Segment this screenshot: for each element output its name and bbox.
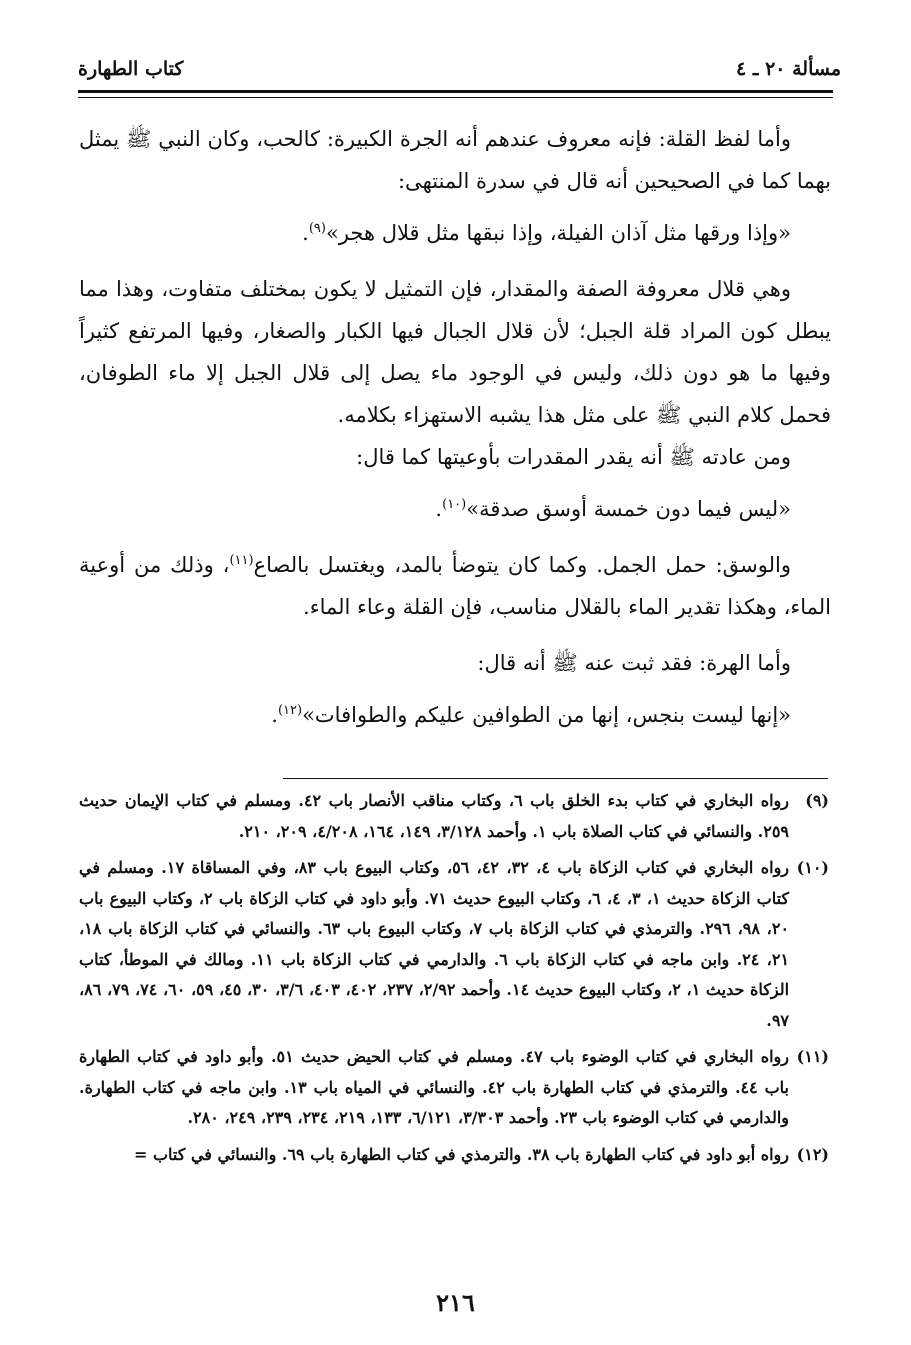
footnote-number: (١٠)	[796, 858, 829, 877]
footnote-9	[79, 786, 829, 847]
paragraph-4-part-a: والوسق: حمل الجمل. وكما كان يتوضأ بالمد، ويغتسل بالصاع	[253, 553, 791, 577]
footnote-ref-9: (٩)	[308, 221, 326, 236]
footnote-number: (٩)	[805, 791, 829, 810]
running-title: كتاب الطهارة	[78, 58, 184, 80]
main-text	[79, 118, 831, 750]
paragraph-2: وهي قلال معروفة الصفة والمقدار، فإن التمثيل لا يكون بمختلف متفاوت، وهذا مما يبطل كون المراد قلة الجبل؛ لأن قلال الجبال فيها الكبار والصغار، وفيها المرتفع كثيراً وفيها ما هو دون ذلك، وليس في الوجود ماء يصل إلى قلال الجبل إلا ماء الطوفان، فحمل كلام النبي ﷺ على مثل هذا يشبه الاستهزاء بكلامه.	[79, 277, 831, 427]
page-number: ٢١٦	[436, 1288, 475, 1317]
paragraph-3: ومن عادته ﷺ أنه يقدر المقدرات بأوعيتها كما قال:	[356, 445, 791, 469]
footnote-text: رواه البخاري في كتاب بدء الخلق باب ٦، وكتاب مناقب الأنصار باب ٤٢. ومسلم في كتاب الإيمان حديث ٢٥٩. والنسائي في كتاب الصلاة باب ١. وأحمد ٣/١٢٨، ١٤٩، ١٦٤، ٤/٢٠٨، ٢٠٩، ٢١٠.	[79, 791, 789, 841]
quote-3: «إنها ليست بنجس، إنها من الطوافين عليكم والطوافات»$^{(١٢)}$.	[271, 703, 791, 727]
quote-1: «وإذا ورقها مثل آذان الفيلة، وإذا نبقها مثل قلال هجر»$^{(٩)}$.	[302, 221, 791, 245]
quote-1-text: «وإذا ورقها مثل آذان الفيلة، وإذا نبقها مثل قلال هجر»	[325, 221, 791, 245]
footnote-number: (١١)	[796, 1047, 829, 1066]
footnote-12	[79, 1140, 829, 1171]
footnote-text: رواه البخاري في كتاب الوضوء باب ٤٧. ومسلم في كتاب الحيض حديث ٥١. وأبو داود في كتاب الطهارة باب ٤٤. والترمذي في كتاب الطهارة باب ٤٢. والنسائي في المياه باب ١٣. وابن ماجه في كتاب الطهارة. والدارمي في كتاب الوضوء باب ٢٣. وأحمد ٣/٣٠٣، ٦/١٢١، ١٣٣، ٢١٩، ٢٣٤، ٢٣٩، ٢٤٩، ٢٨٠.	[79, 1047, 790, 1127]
paragraph-5: وأما الهرة: فقد ثبت عنه ﷺ أنه قال:	[477, 651, 791, 675]
footnote-ref-11: (١١)	[229, 553, 254, 568]
footnote-11	[79, 1042, 829, 1134]
quote-2-text: «ليس فيما دون خمسة أوسق صدقة»	[466, 497, 791, 521]
paragraph-1: وأما لفظ القلة: فإنه معروف عندهم أنه الجرة الكبيرة: كالحب، وكان النبي ﷺ يمثل بهما كما في الصحيحين أنه قال في سدرة المنتهى:	[79, 127, 831, 193]
footnote-text: رواه أبو داود في كتاب الطهارة باب ٣٨. والترمذي في كتاب الطهارة باب ٦٩. والنسائي في كتاب =	[134, 1144, 789, 1164]
footnote-separator	[283, 778, 828, 779]
footnote-10	[79, 853, 829, 1036]
footnote-ref-10: (١٠)	[442, 497, 467, 512]
footnote-number: (١٢)	[796, 1144, 829, 1164]
quote-3-text: «إنها ليست بنجس، إنها من الطوافين عليكم والطوافات»	[302, 703, 791, 727]
footnote-ref-12: (١٢)	[277, 703, 303, 718]
header-rule-thin	[78, 97, 833, 98]
running-section: مسألة ٢٠ ـ ٤	[736, 58, 841, 80]
paragraph-4	[79, 544, 831, 628]
paragraph-4-part-b: ، وذلك من أوعية الماء، وهكذا تقدير الماء بالقلال مناسب، فإن القلة وعاء الماء.	[79, 553, 831, 619]
footnote-text: رواه البخاري في كتاب الزكاة باب ٤، ٣٢، ٤٢، ٥٦، وكتاب البيوع باب ٨٣، وفي المساقاة ١٧. ومسلم في كتاب الزكاة حديث ١، ٣، ٤، ٦، وكتاب البيوع حديث ٧١. وأبو داود في كتاب الزكاة باب ٢، وكتاب البيوع باب ٢٠، ٩٨، ٢٩٦. والترمذي في كتاب الزكاة باب ٧، وكتاب البيوع باب ٦٣. والنسائي في كتاب الزكاة باب ١٨، ٢١، ٢٤. وابن ماجه في كتاب الزكاة باب ٦. والدارمي في كتاب الزكاة باب ١١. ومالك في الموطأ، كتاب الزكاة حديث ١، ٢، وكتاب البيوع حديث ١٤. وأحمد ٢/٩٢، ٢٣٧، ٤٠٢، ٤٠٣، ٣/٦، ٣٠، ٤٥، ٥٩، ٦٠، ٧٤، ٧٩، ٨٦، ٩٧.	[79, 858, 790, 1030]
header-rule-thick	[78, 90, 833, 93]
quote-2: «ليس فيما دون خمسة أوسق صدقة»$^{(١٠)}$.	[435, 497, 791, 521]
footnotes	[79, 786, 829, 1176]
